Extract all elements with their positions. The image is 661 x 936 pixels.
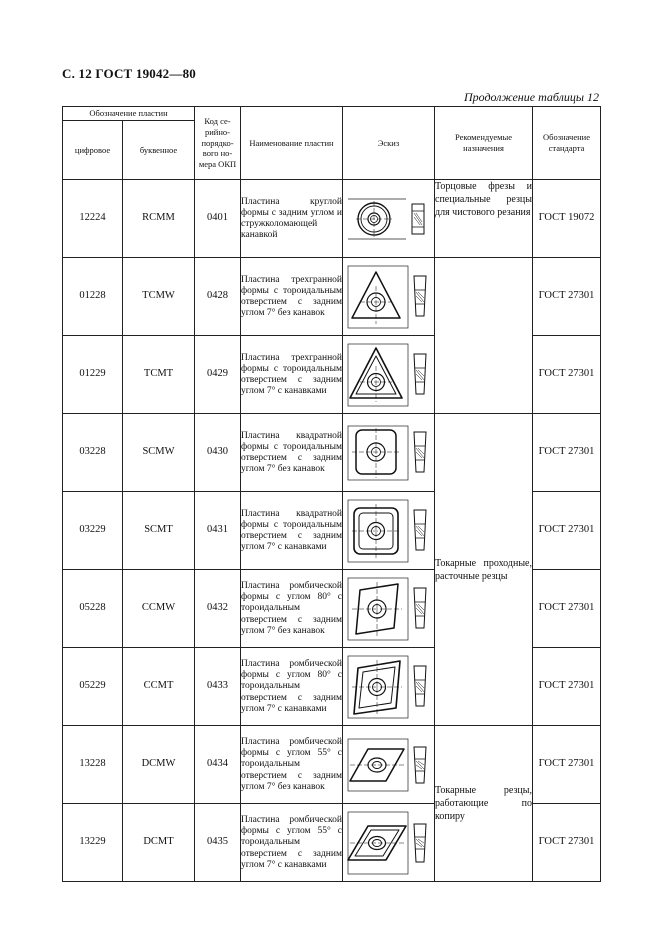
rhombus80-grooved-icon bbox=[346, 654, 432, 720]
cell-sketch bbox=[343, 336, 435, 414]
table-row bbox=[63, 336, 601, 414]
cell-name: Пластина ромбической формы с углом 55° с тороидальным отверстием с задним углом 7° без канавок bbox=[241, 726, 343, 804]
cell-name: Пластина ромбической формы с углом 80° с тороидальным отверстием с задним углом 7° с канавками bbox=[241, 648, 343, 726]
cell-sketch bbox=[343, 258, 435, 336]
cell-sketch bbox=[343, 804, 435, 882]
cell-letter: SCMT bbox=[123, 492, 195, 570]
cell-name: Пластина квадратной формы с тороидальным отверстием с задним углом 7° без канавок bbox=[241, 414, 343, 492]
header-designation-group: Обозначение пластин bbox=[63, 107, 195, 121]
table-caption: Продолжение таблицы 12 bbox=[463, 90, 599, 104]
cell-purpose-empty bbox=[435, 258, 533, 336]
square-icon bbox=[346, 424, 432, 482]
triangle-icon bbox=[346, 264, 432, 330]
cell-okp: 0435 bbox=[195, 804, 241, 882]
table-row bbox=[63, 726, 601, 804]
page-title: С. 12 ГОСТ 19042—80 bbox=[62, 66, 196, 81]
cell-okp: 0430 bbox=[195, 414, 241, 492]
cell-letter: TCMW bbox=[123, 258, 195, 336]
cell-okp: 0401 bbox=[195, 180, 241, 258]
cell-letter: TCMT bbox=[123, 336, 195, 414]
table-row bbox=[63, 258, 601, 336]
cell-name: Пластина трехгранной формы с тороидальным отверстием с задним углом 7° с канавками bbox=[241, 336, 343, 414]
cell-name: Пластина ромбической формы с углом 80° с тороидальным отверстием с задним углом 7° без канавок bbox=[241, 570, 343, 648]
cell-letter: RCMM bbox=[123, 180, 195, 258]
header-digital: цифровое bbox=[63, 121, 123, 180]
cell-digital: 13229 bbox=[63, 804, 123, 882]
cell-okp: 0433 bbox=[195, 648, 241, 726]
cell-digital: 01229 bbox=[63, 336, 123, 414]
cell-standard: ГОСТ 27301 bbox=[533, 570, 601, 648]
header-sketch: Эскиз bbox=[343, 107, 435, 180]
cell-digital: 05228 bbox=[63, 570, 123, 648]
cell-standard: ГОСТ 27301 bbox=[533, 726, 601, 804]
cell-letter: SCMW bbox=[123, 414, 195, 492]
cell-digital: 05229 bbox=[63, 648, 123, 726]
table-row bbox=[63, 180, 601, 258]
cell-standard: ГОСТ 19072 bbox=[533, 180, 601, 258]
cell-sketch bbox=[343, 414, 435, 492]
cell-okp: 0434 bbox=[195, 726, 241, 804]
cell-name: Пластина ромбической формы с углом 55° с тороидальным отверстием с задним углом 7° с канавками bbox=[241, 804, 343, 882]
cell-standard: ГОСТ 27301 bbox=[533, 492, 601, 570]
cell-purpose: Токарные проходные, расточные резцы bbox=[435, 414, 533, 726]
cell-letter: DCMT bbox=[123, 804, 195, 882]
rhombus80-icon bbox=[346, 576, 432, 642]
cell-sketch bbox=[343, 492, 435, 570]
cell-standard: ГОСТ 27301 bbox=[533, 648, 601, 726]
cell-name: Пластина круглой формы с задним углом и стружколомающей канавкой bbox=[241, 180, 343, 258]
cell-letter: CCMT bbox=[123, 648, 195, 726]
cell-okp: 0432 bbox=[195, 570, 241, 648]
cell-okp: 0431 bbox=[195, 492, 241, 570]
cell-digital: 03228 bbox=[63, 414, 123, 492]
cell-okp: 0429 bbox=[195, 336, 241, 414]
cell-standard: ГОСТ 27301 bbox=[533, 336, 601, 414]
cell-digital: 03229 bbox=[63, 492, 123, 570]
header-letter: буквенное bbox=[123, 121, 195, 180]
cell-digital: 01228 bbox=[63, 258, 123, 336]
cell-name: Пластина трехгранной формы с тороидальным отверстием с задним углом 7° без канавок bbox=[241, 258, 343, 336]
cell-purpose-empty bbox=[435, 336, 533, 414]
square-grooved-icon bbox=[346, 498, 432, 564]
header-purpose: Рекомендуемые назначения bbox=[435, 107, 533, 180]
cell-standard: ГОСТ 27301 bbox=[533, 414, 601, 492]
cell-sketch bbox=[343, 570, 435, 648]
rhombus55-grooved-icon bbox=[346, 810, 432, 876]
cell-sketch bbox=[343, 180, 435, 258]
cell-letter: DCMW bbox=[123, 726, 195, 804]
cell-sketch bbox=[343, 726, 435, 804]
cell-purpose: Торцовые фрезы и специальные резцы для чистового резания bbox=[435, 180, 533, 258]
header-okp-code: Код се-рийно-порядко-вого но-мера ОКП bbox=[195, 107, 241, 180]
inserts-table bbox=[62, 106, 601, 882]
cell-letter: CCMW bbox=[123, 570, 195, 648]
cell-name: Пластина квадратной формы с тороидальным отверстием с задним углом 7° с канавками bbox=[241, 492, 343, 570]
cell-digital: 13228 bbox=[63, 726, 123, 804]
cell-okp: 0428 bbox=[195, 258, 241, 336]
cell-standard: ГОСТ 27301 bbox=[533, 804, 601, 882]
rhombus55-icon bbox=[346, 737, 432, 793]
header-name: Наименование пластин bbox=[241, 107, 343, 180]
table-row bbox=[63, 414, 601, 492]
cell-purpose: Токарные резцы, работающие по копиру bbox=[435, 726, 533, 882]
triangle-grooved-icon bbox=[346, 342, 432, 408]
header-standard: Обозначение стандарта bbox=[533, 107, 601, 180]
round-grooved-icon bbox=[346, 195, 432, 243]
cell-standard: ГОСТ 27301 bbox=[533, 258, 601, 336]
cell-sketch bbox=[343, 648, 435, 726]
cell-digital: 12224 bbox=[63, 180, 123, 258]
